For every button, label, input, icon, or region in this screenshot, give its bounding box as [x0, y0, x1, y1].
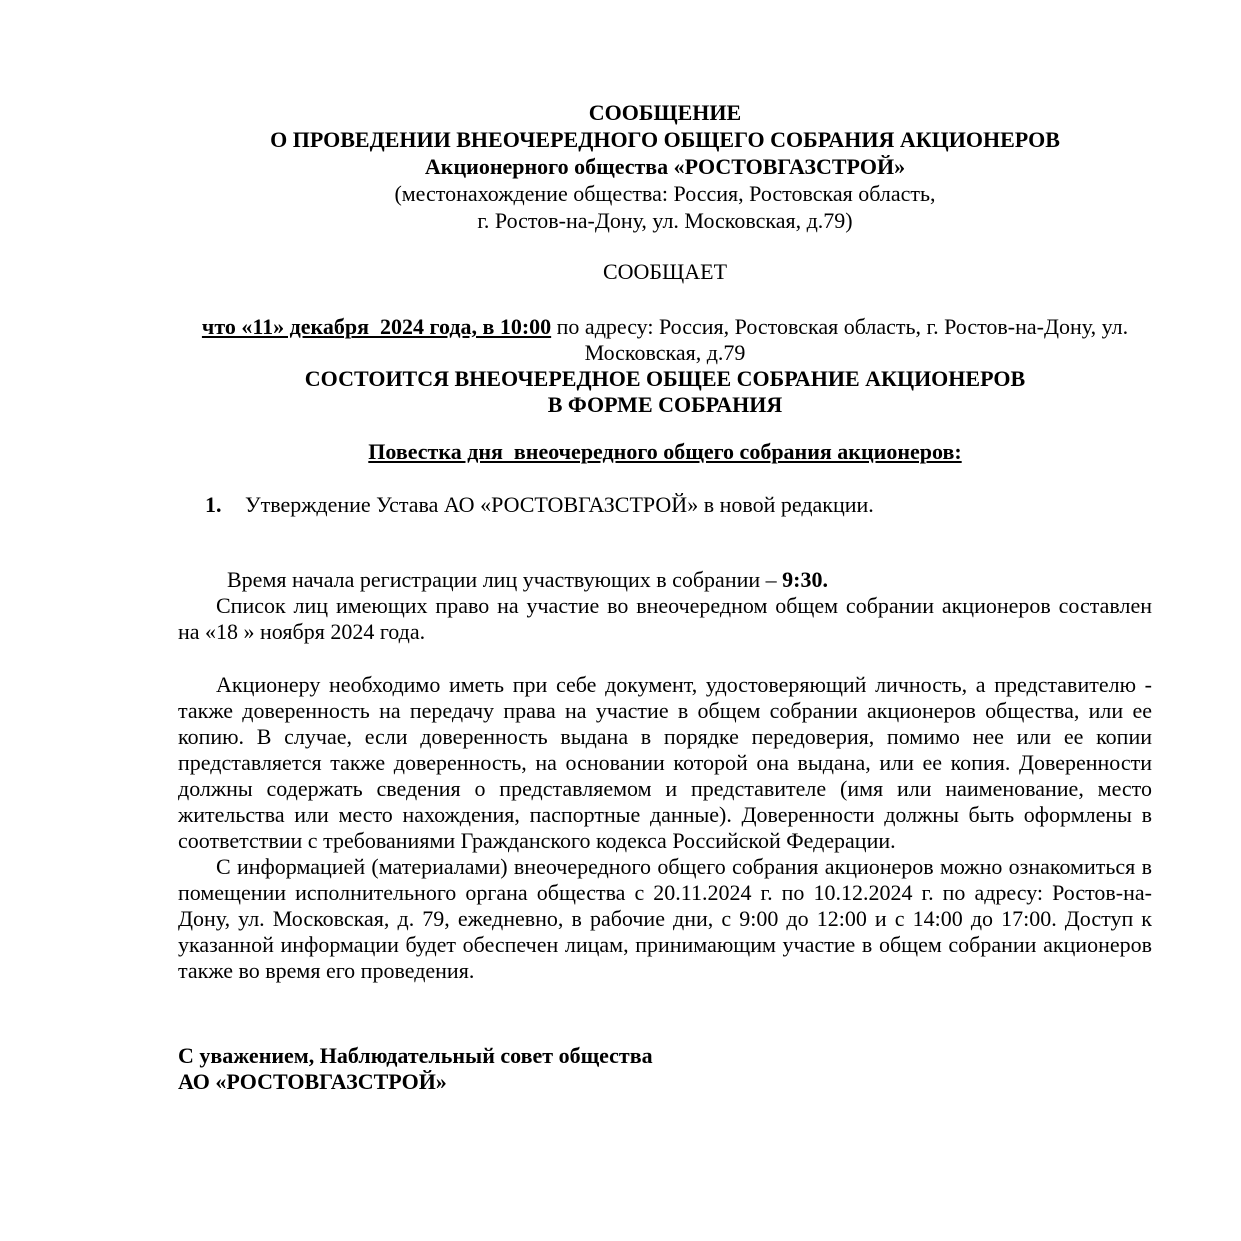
document-header [178, 99, 1152, 234]
agenda-heading [178, 439, 1152, 465]
company-location-line2: г. Ростов-на-Дону, ул. Московская, д.79) [477, 208, 853, 233]
registration-time-value: 9:30. [782, 567, 828, 592]
agenda-heading-text: Повестка дня внеочередного общего собрания акционеров: [368, 439, 962, 464]
agenda-item-1-text: Утверждение Устава АО «РОСТОВГАЗСТРОЙ» в новой редакции. [245, 492, 874, 517]
representative-paragraph: Акционеру необходимо иметь при себе документ, удостоверяющий личность, а представителю - также доверенность на передачу права на участие в общем собрании акционеров общества, или ее копию. В случае, если доверенность выдана в порядке передоверия, помимо нее или ее копии представляется также доверенность, на основании которой она выдана, или ее копия. Доверенности должны содержать сведения о представляемом и представителе (имя или наименование, место жительства или место нахождения, паспортные данные). Доверенности должны быть оформлены в соответствии с требованиями Гражданского кодекса Российской Федерации. [178, 672, 1152, 853]
meeting-date-highlight: что «11» декабря 2024 года, в 10:00 [201, 314, 552, 339]
registration-time-line [178, 567, 1152, 593]
meeting-statement-line2: В ФОРМЕ СОБРАНИЯ [547, 392, 783, 417]
agenda-item-1 [178, 492, 1152, 518]
announces-word: СООБЩАЕТ [602, 259, 728, 284]
document-title: СООБЩЕНИЕ [588, 100, 742, 125]
signature-block [178, 1043, 1152, 1095]
company-name-line: Акционерного общества «РОСТОВГАЗСТРОЙ» [424, 154, 906, 179]
materials-paragraph: С информацией (материалами) внеочередного общего собрания акционеров можно ознакомиться в помещении исполнительного органа общества с 20.11.2024 г. по 10.12.2024 г. по адресу: Ростов-на-Дону, ул. Московская, д. 79, ежедневно, в рабочие дни, с 9:00 до 12:00 и с 14:00 до 17:00. Доступ к указанной информации будет обеспечен лицам, принимающим участие в общем собрании акционеров также во время его проведения. [178, 854, 1152, 983]
meeting-address: по адресу: Россия, Ростовская область, г. Ростов-на-Дону, ул. Московская, д.79 [551, 314, 1129, 365]
shareholder-list-paragraph: Список лиц имеющих право на участие во внеочередном общем собрании акционеров составлен на «18 » ноября 2024 года. [178, 593, 1152, 644]
meeting-date-paragraph [178, 314, 1152, 366]
company-location-line1: (местонахождение общества: Россия, Ростовская область, [394, 181, 936, 206]
meeting-statement [178, 366, 1152, 418]
signature-line2: АО «РОСТОВГАЗСТРОЙ» [178, 1069, 447, 1094]
document-subtitle: О ПРОВЕДЕНИИ ВНЕОЧЕРЕДНОГО ОБЩЕГО СОБРАНИЯ АКЦИОНЕРОВ [270, 127, 1060, 152]
agenda-item-1-number: 1. [205, 492, 222, 517]
signature-line1: С уважением, Наблюдательный совет общества [178, 1043, 653, 1068]
meeting-statement-line1: СОСТОИТСЯ ВНЕОЧЕРЕДНОЕ ОБЩЕЕ СОБРАНИЕ АКЦИОНЕРОВ [304, 366, 1026, 391]
registration-time-prefix: Время начала регистрации лиц участвующих в собрании – [227, 567, 783, 592]
